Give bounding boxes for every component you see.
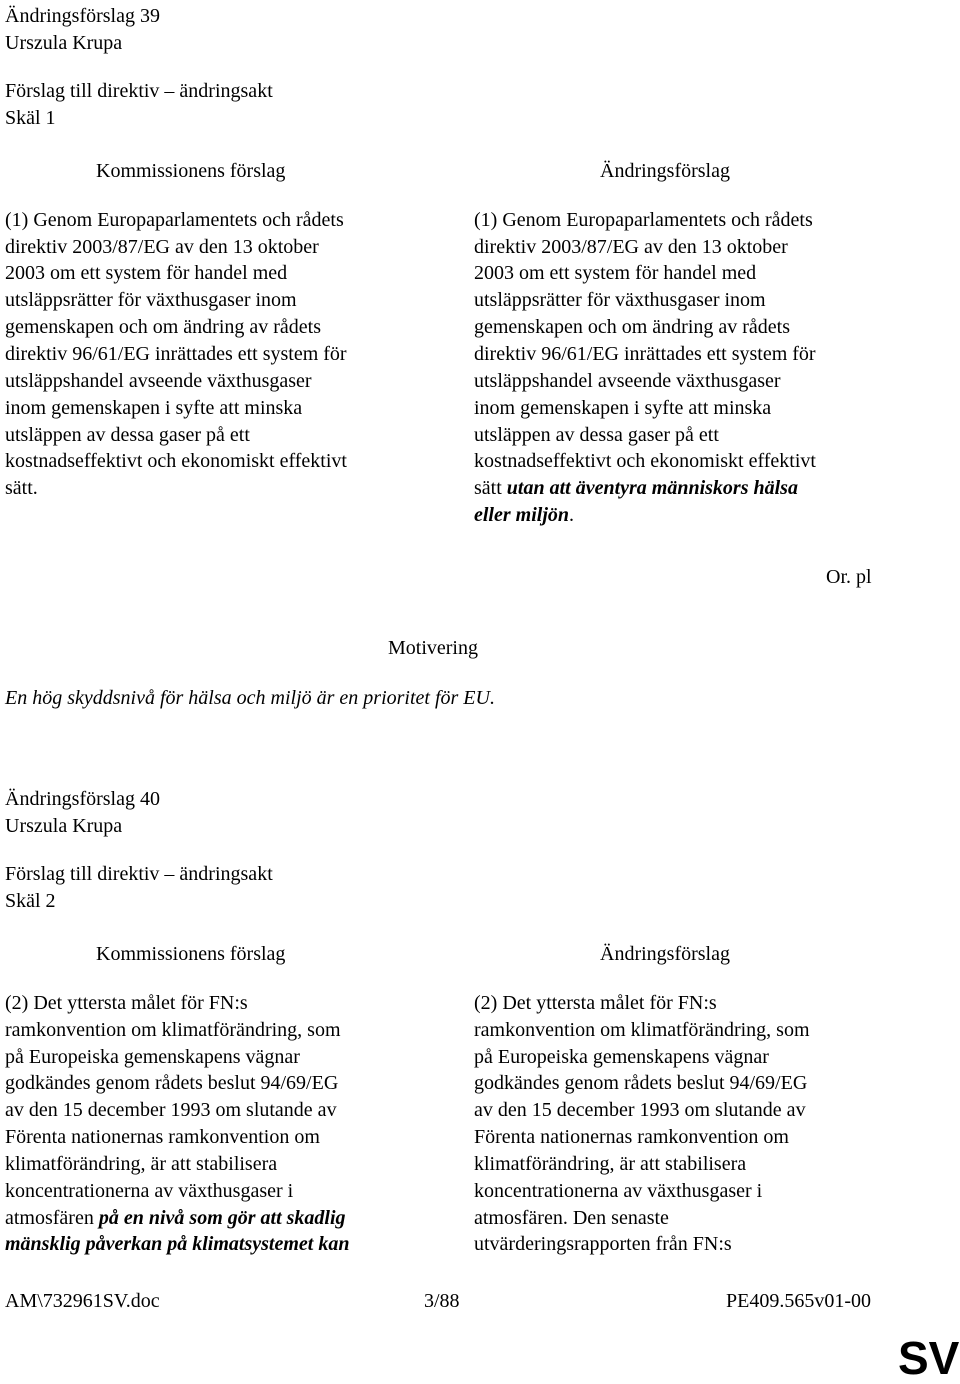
- justification-text: En hög skyddsnivå för hälsa och miljö är en prioritet för EU.: [5, 687, 495, 709]
- recital-label: Skäl 2: [5, 890, 56, 912]
- text-line: (1) Genom Europaparlamentets och rådets: [474, 209, 813, 231]
- amendment-header: Ändringsförslag: [600, 943, 730, 965]
- proposal-type: Förslag till direktiv – ändringsakt: [5, 863, 273, 885]
- text-line: [474, 478, 798, 498]
- text-line: av den 15 december 1993 om slutande av: [5, 1099, 337, 1121]
- text-line: Förenta nationernas ramkonvention om: [474, 1126, 789, 1148]
- text-line: gemenskapen och om ändring av rådets: [5, 316, 322, 338]
- text-line: klimatförändring, är att stabilisera: [5, 1153, 278, 1175]
- text-line: på Europeiska gemenskapens vägnar: [5, 1046, 300, 1068]
- deleted-text: på en nivå som gör att skadlig: [98, 1207, 346, 1229]
- text-line: utsläppsrätter för växthusgaser inom: [5, 289, 297, 311]
- amendment-number: Ändringsförslag 39: [5, 5, 160, 27]
- text-line: godkändes genom rådets beslut 94/69/EG: [474, 1072, 808, 1094]
- text-line: sätt.: [5, 477, 38, 499]
- text-line: utsläppsrätter för växthusgaser inom: [474, 289, 766, 311]
- text-line: utsläppshandel avseende växthusgaser: [474, 370, 781, 392]
- justification-header: Motivering: [388, 637, 478, 659]
- plain-text: atmosfären: [5, 1207, 99, 1229]
- text-line: 2003 om ett system för handel med: [474, 262, 757, 284]
- text-line: (1) Genom Europaparlamentets och rådets: [5, 209, 344, 231]
- text-line: direktiv 2003/87/EG av den 13 oktober: [474, 236, 788, 258]
- text-line: på Europeiska gemenskapens vägnar: [474, 1046, 769, 1068]
- amendment-number: Ändringsförslag 40: [5, 788, 160, 810]
- text-line: utsläppen av dessa gaser på ett: [5, 424, 250, 446]
- footer: [0, 1290, 960, 1316]
- language-code-mark: SV: [898, 1332, 960, 1384]
- commission-proposal-header: Kommissionens förslag: [96, 943, 286, 965]
- text-line: inom gemenskapen i syfte att minska: [474, 397, 772, 419]
- plain-text: .: [569, 504, 574, 526]
- text-line: klimatförändring, är att stabilisera: [474, 1153, 747, 1175]
- text-line: av den 15 december 1993 om slutande av: [474, 1099, 806, 1121]
- text-line: Förenta nationernas ramkonvention om: [5, 1126, 320, 1148]
- amendment-header: Ändringsförslag: [600, 160, 730, 182]
- pe-reference: PE409.565v01-00: [726, 1290, 871, 1312]
- text-line: ramkonvention om klimatförändring, som: [5, 1019, 341, 1041]
- text-line: kostnadseffektivt och ekonomiskt effektivt: [5, 450, 347, 472]
- text-line: koncentrationerna av växthusgaser i: [5, 1180, 294, 1202]
- text-line: atmosfären. Den senaste: [474, 1207, 669, 1229]
- text-line: direktiv 2003/87/EG av den 13 oktober: [5, 236, 319, 258]
- text-line: direktiv 96/61/EG inrättades ett system för: [474, 343, 816, 365]
- text-line: (2) Det yttersta målet för FN:s: [474, 992, 717, 1014]
- text-line: direktiv 96/61/EG inrättades ett system för: [5, 343, 347, 365]
- commission-proposal-header: Kommissionens förslag: [96, 160, 286, 182]
- amended-text: utan att äventyra människors hälsa: [506, 477, 798, 499]
- text-line: koncentrationerna av växthusgaser i: [474, 1180, 763, 1202]
- text-line: godkändes genom rådets beslut 94/69/EG: [5, 1072, 339, 1094]
- text-line: inom gemenskapen i syfte att minska: [5, 397, 303, 419]
- text-line: [5, 1208, 346, 1228]
- text-line: kostnadseffektivt och ekonomiskt effektivt: [474, 450, 816, 472]
- text-line: ramkonvention om klimatförändring, som: [474, 1019, 810, 1041]
- text-line: [5, 1234, 349, 1254]
- document-reference: AM\732961SV.doc: [5, 1290, 160, 1312]
- amendment-author: Urszula Krupa: [5, 32, 123, 54]
- proposal-type: Förslag till direktiv – ändringsakt: [5, 80, 273, 102]
- deleted-text: mänsklig påverkan på klimatsystemet kan: [5, 1233, 350, 1255]
- text-line: (2) Det yttersta målet för FN:s: [5, 992, 248, 1014]
- text-line: gemenskapen och om ändring av rådets: [474, 316, 791, 338]
- amendment-author: Urszula Krupa: [5, 815, 123, 837]
- recital-label: Skäl 1: [5, 107, 56, 129]
- amended-text: eller miljön: [474, 504, 569, 526]
- page-number: 3/88: [424, 1290, 460, 1312]
- text-line: 2003 om ett system för handel med: [5, 262, 288, 284]
- plain-text: sätt: [474, 477, 507, 499]
- text-line: [474, 505, 574, 525]
- text-line: utsläppen av dessa gaser på ett: [474, 424, 719, 446]
- text-line: utvärderingsrapporten från FN:s: [474, 1233, 732, 1255]
- original-language-note: Or. pl: [826, 566, 872, 588]
- text-line: utsläppshandel avseende växthusgaser: [5, 370, 312, 392]
